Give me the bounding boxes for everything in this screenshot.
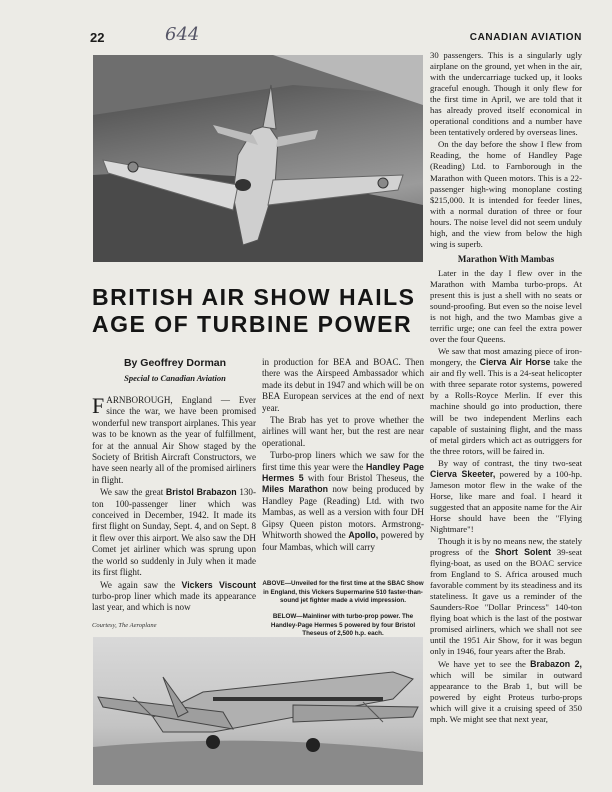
caption-below: BELOW—Mainliner with turbo-prop power. The Handley-Page Hermes 5 powered by four Bristol Theseus of 2,500 h.p. each. [270, 613, 416, 637]
dropcap: F [92, 393, 105, 418]
airliner-photo [93, 637, 423, 785]
col3-para-1: 30 passengers. This is a singularly ugly airplane on the ground, yet when in the air, with the undercarriage tucked up, it looks graceful enough. Though it only flew for the first time in April, we are told that it has already proved itself economical in operational conditions and a number have been tentatively ordered by overseas lines. [430, 50, 582, 138]
running-head: CANADIAN AVIATION [469, 32, 582, 43]
column-1 [92, 395, 256, 615]
photo-credit: Courtesy, The Aeroplane [92, 622, 157, 629]
hermes-5-image [93, 637, 423, 785]
col3-para-3: Later in the day I flew over in the Marathon with Mamba turbo-props. At present this is just a shell with no seats or sound-proofing. But even so the noise level is not high, and the two Mambas give a terrific urge; one can feel the extra power over the four Queens. [430, 267, 582, 345]
col2-para-2: The Brab has yet to prove whether the airlines will want her, but the rest are near operational. [262, 415, 424, 448]
col1-para-3: We again saw the Vickers Viscount turbo-prop liner which made its appearance last year, and which is now [92, 579, 257, 613]
col3-para-7: We have yet to see the Brabazon 2, which will be similar in outward appearance to the Brab 1, but will be powered by eight Proteus turbo-props which will give it a cruising speed of 350 mph. We might see that next year, [430, 658, 582, 724]
page-number: 22 [90, 30, 105, 45]
col1-para-1: FARNBOROUGH, England — Ever since the war, we have been promised wonderful new transport airplanes. This year was to be known as the year of fulfillment, for at the annual Air Show staged by the Society of British Aircraft Constructors, we have seen nearly all of the promised airliners in flight. [92, 393, 256, 485]
col2-para-1: in production for BEA and BOAC. Then there was the Airspeed Ambassador which made its debut in 1947 and which will be on BEA European services at the end of next year. [262, 357, 424, 413]
column-3 [430, 50, 582, 726]
headline: BRITISH AIR SHOW HAILS AGE OF TURBINE POWER [92, 284, 416, 337]
jet-fighter-photo [93, 55, 423, 262]
col3-para-5: By way of contrast, the tiny two-seat Cierva Skeeter, powered by a 100-hp. Jameson motor flew in the wake of the Horse, like mare and foal. I heard it suggested that an apposite name for the Air Horse should have been the "Flying Nightmare"! [430, 457, 582, 534]
col1-para-2: We saw the great Bristol Brabazon 130-ton 100-passenger liner which was conceived in December, 1942. It made its first flight on Sunday, Sept. 4, and on Sept. 8 it flew over this airport. We also saw the DH Comet jet airliner which was sprung upon the world so suddenly in July when it made its first flight. [92, 487, 256, 578]
caption-above: ABOVE—Unveiled for the first time at the SBAC Show in England, this Vickers Supermarine 510 faster-than-sound jet fighter made a vivid impression. [262, 580, 424, 604]
archive-stamp: 644 [165, 24, 200, 45]
supermarine-510-image [93, 55, 423, 262]
col3-para-4: We saw that most amazing piece of iron-mongery, the Cierva Air Horse take the air and fly well. This is a 24-seat helicopter with three separate rotor systems, powered by a Rolls-Royce Merlin. If ever this machine should go into production, there will be two independent Merlins each capable of sustaining flight, and the mass of metal girders which act as outriggers for the three rotors, will be faired in. [430, 346, 582, 456]
col2-para-3: Turbo-prop liners which we saw for the first time this year were the Handley Page Hermes 5 with four Bristol Theseus, the Miles Marathon now being produced by Handley Page (Reading) Ltd. with two Mambas, as well as a version with four DH Gipsy Queen piston motors. Armstrong-Whitworth showed the Apollo, powered by four Mambas, which will carry [262, 450, 424, 552]
byline: By Geoffrey Dorman [123, 357, 227, 369]
column-2 [262, 357, 424, 554]
special-credit: Special to Canadian Aviation [124, 373, 226, 383]
col3-para-2: On the day before the show I flew from Reading, the home of Handley Page (Reading) Ltd. to Farnborough in the Marathon with Queen motors. This is a 22-passenger high-wing monoplane costing $215,000. It is intended for feeder lines, with a normal duration of three or four hours. The noise level did not seem unduly high, and the view from below the high wing is superb. [430, 139, 582, 249]
col3-para-6: Though it is by no means new, the stately progress of the Short Solent 39-seat flying-boat, as used on the BOAC service from England to S. Africa aroused much favorable comment by its steadiness and its stateliness. It gave us a reminder of the Saunders-Roe "Dollar Princess" 140-ton flying boat which is the last of the postwar promised airliners, which we shall not see until the 1951 Air Show, for it was begun only in 1946, four years after the Brab. [430, 536, 582, 657]
subhead-marathon: Marathon With Mambas [457, 253, 555, 264]
